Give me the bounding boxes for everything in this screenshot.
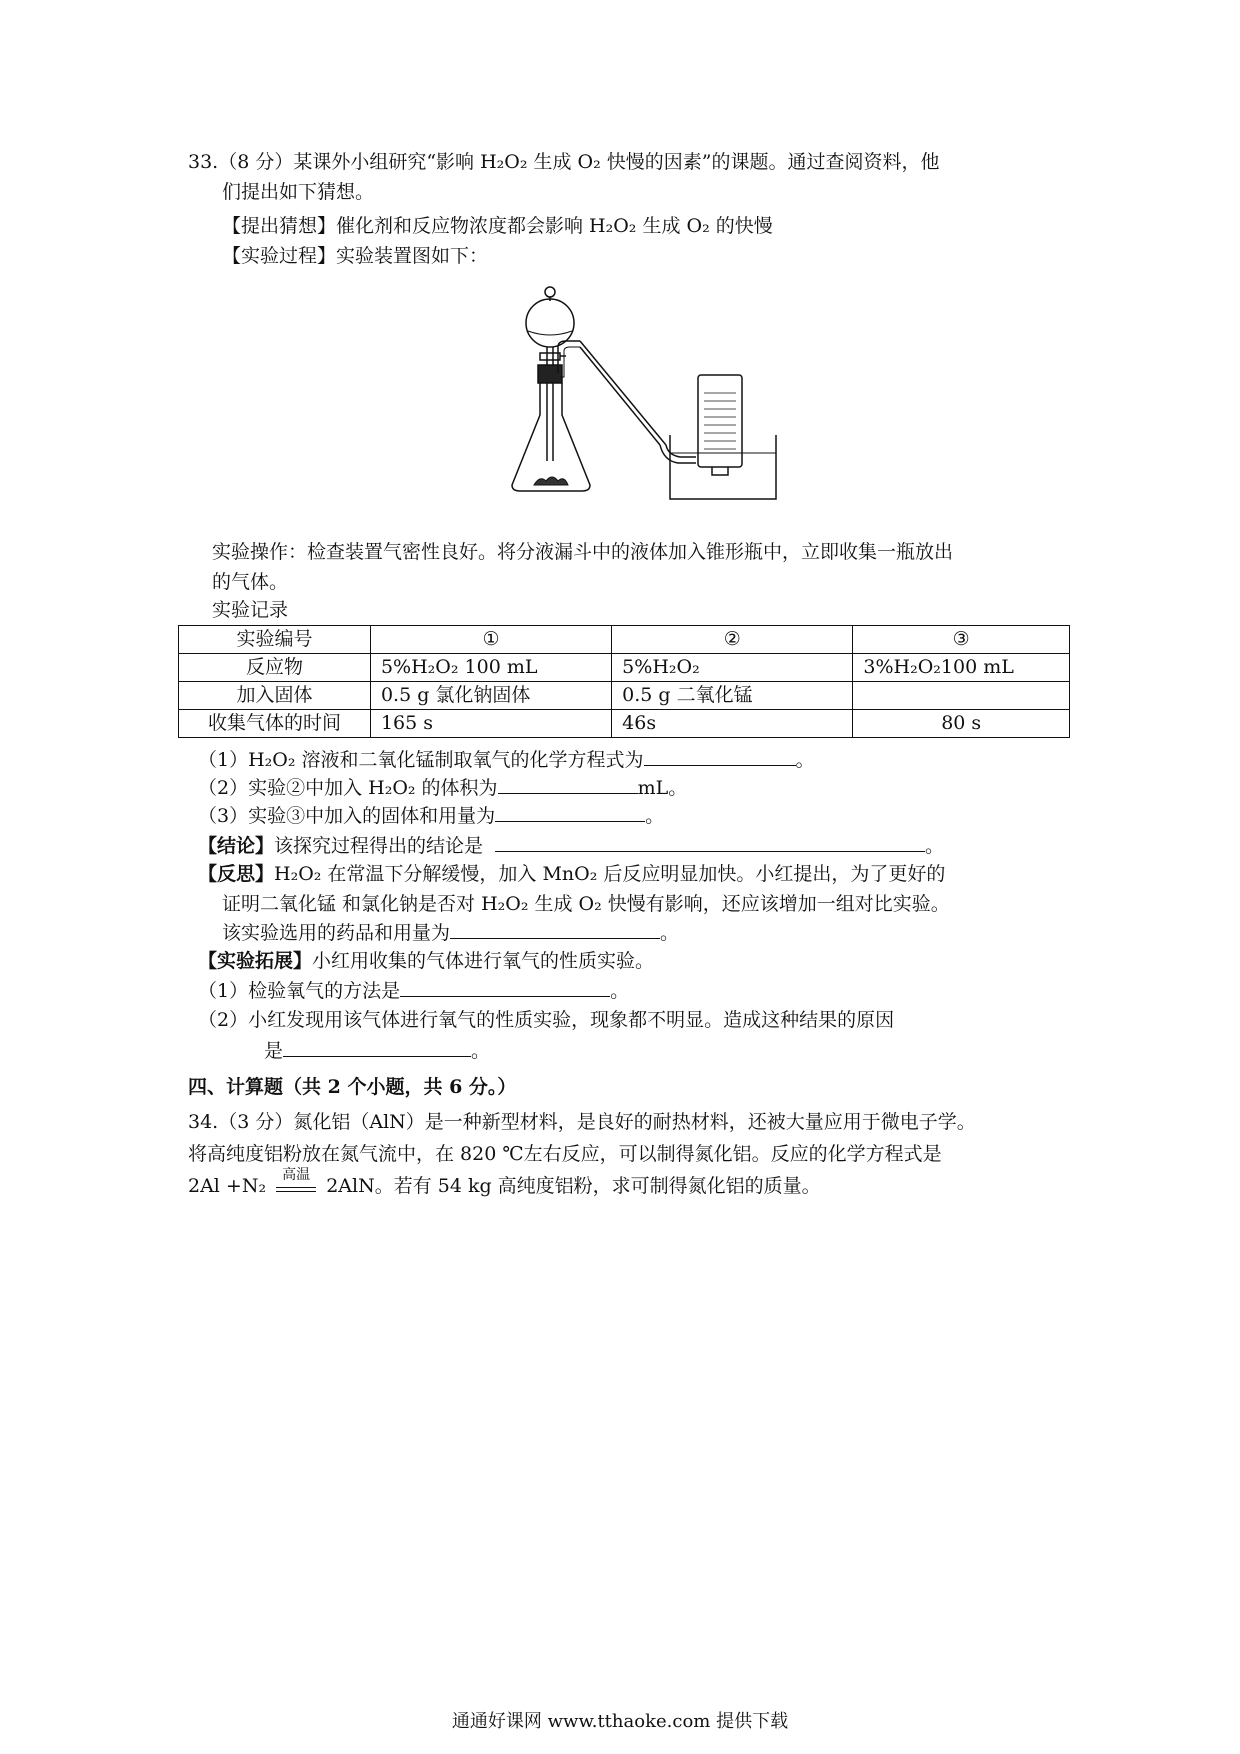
table-cell: 3%H₂O₂100 mL (853, 654, 1070, 682)
table-cell: 165 s (370, 710, 611, 738)
answer-blank[interactable] (498, 773, 638, 794)
ext2b-end: 。 (471, 1040, 491, 1062)
q33-ext2b (264, 1036, 490, 1065)
q33-process: 【实验过程】实验装置图如下： (222, 245, 489, 267)
table-cell: 实验编号 (179, 626, 371, 654)
q34-equation (188, 1167, 821, 1200)
table-cell: ② (612, 626, 853, 654)
page-footer: 通通好课网 www.tthaoke.com 提供下载 (451, 1711, 789, 1732)
answer-blank[interactable] (495, 831, 925, 852)
table-cell (853, 682, 1070, 710)
reflection-label: 【反思】 (198, 863, 275, 885)
q33-ext2: （2）小红发现用该气体进行氧气的性质实验，现象都不明显。造成这种结果的原因 (198, 1009, 895, 1031)
q33-ext1 (198, 976, 629, 1005)
q33-conclusion (198, 831, 944, 860)
table-cell: 收集气体的时间 (179, 710, 371, 738)
q33-reflection-line1 (198, 860, 945, 888)
q33-hypothesis: 【提出猜想】催化剂和反应物浓度都会影响 H₂O₂ 生成 O₂ 的快慢 (222, 215, 773, 237)
q33-operation-line1: 实验操作：检查装置气密性良好。将分液漏斗中的液体加入锥形瓶中，立即收集一瓶放出 (212, 541, 954, 563)
answer-blank[interactable] (283, 1036, 471, 1057)
ext2b-text: 是 (264, 1040, 284, 1062)
q33-sub3-text: （3）实验③中加入的固体和用量为 (198, 805, 496, 827)
table-cell: ③ (853, 626, 1070, 654)
q33-reflection-line3 (222, 918, 679, 947)
section-4-heading: 四、计算题（共 2 个小题，共 6 分。） (188, 1076, 517, 1098)
answer-blank[interactable] (400, 976, 610, 997)
extension-text: 小红用收集的气体进行氧气的性质实验。 (312, 950, 655, 972)
table-row (179, 626, 1070, 654)
table-cell: 5%H₂O₂ 100 mL (370, 654, 611, 682)
q34-line2: 将高纯度铝粉放在氮气流中，在 820 ℃左右反应，可以制得氮化铝。反应的化学方程式是 (188, 1143, 942, 1165)
extension-label: 【实验拓展】 (198, 950, 313, 972)
table-cell: 46s (612, 710, 853, 738)
q33-sub2-end: mL。 (637, 777, 688, 799)
q33-reflection-line2: 证明二氧化锰 和氯化钠是否对 H₂O₂ 生成 O₂ 快慢有影响，还应该增加一组对比实验。 (222, 893, 950, 915)
conclusion-text: 该探究过程得出的结论是 (274, 835, 484, 857)
q33-sub3 (198, 801, 664, 830)
table-cell: 加入固体 (179, 682, 371, 710)
q33-operation-line2: 的气体。 (212, 571, 289, 593)
table-cell: 0.5 g 氯化钠固体 (370, 682, 611, 710)
table-cell: 0.5 g 二氧化锰 (612, 682, 853, 710)
answer-blank[interactable] (450, 918, 660, 939)
reflection-end: 。 (660, 922, 680, 944)
q33-extension (198, 947, 654, 975)
answer-blank[interactable] (495, 801, 645, 822)
q33-sub1-end: 。 (795, 749, 815, 771)
conclusion-end: 。 (925, 835, 945, 857)
answer-blank[interactable] (644, 745, 796, 766)
q33-sub1-text: （1）H₂O₂ 溶液和二氧化锰制取氧气的化学方程式为 (198, 749, 644, 771)
conclusion-label: 【结论】 (198, 835, 275, 857)
table-cell: 反应物 (179, 654, 371, 682)
q33-sub3-end: 。 (645, 805, 665, 827)
table-row (179, 654, 1070, 682)
q33-sub2-text: （2）实验②中加入 H₂O₂ 的体积为 (198, 777, 498, 799)
reflection-text1: H₂O₂ 在常温下分解缓慢，加入 MnO₂ 后反应明显加快。小红提出，为了更好的 (274, 863, 946, 885)
table-row (179, 682, 1070, 710)
experiment-apparatus-diagram (500, 285, 780, 515)
reflection-text3: 该实验选用的药品和用量为 (222, 922, 451, 944)
table-cell: 5%H₂O₂ (612, 654, 853, 682)
table-row (179, 710, 1070, 738)
experiment-record-table (178, 625, 1070, 738)
q34-line1: 34.（3 分）氮化铝（AlN）是一种新型材料，是良好的耐热材料，还被大量应用于微电子学。 (188, 1111, 976, 1133)
q33-record-title: 实验记录 (212, 599, 289, 621)
table-cell: ① (370, 626, 611, 654)
q33-sub1 (198, 745, 815, 774)
equation-arrow (276, 1167, 316, 1192)
q33-sub2 (198, 773, 687, 802)
ext1-text: （1）检验氧气的方法是 (198, 980, 401, 1002)
equation-condition: 高温 (282, 1167, 311, 1183)
table-cell: 80 s (853, 710, 1070, 738)
ext1-end: 。 (610, 980, 630, 1002)
equation-left: 2Al +N₂ (188, 1175, 267, 1197)
q33-line1: 33.（8 分）某课外小组研究“影响 H₂O₂ 生成 O₂ 快慢的因素”的课题。通过查阅资料，他 (188, 151, 940, 173)
equation-right: 2AlN。若有 54 kg 高纯度铝粉，求可制得氮化铝的质量。 (326, 1175, 821, 1197)
q33-line2: 们提出如下猜想。 (222, 181, 375, 203)
